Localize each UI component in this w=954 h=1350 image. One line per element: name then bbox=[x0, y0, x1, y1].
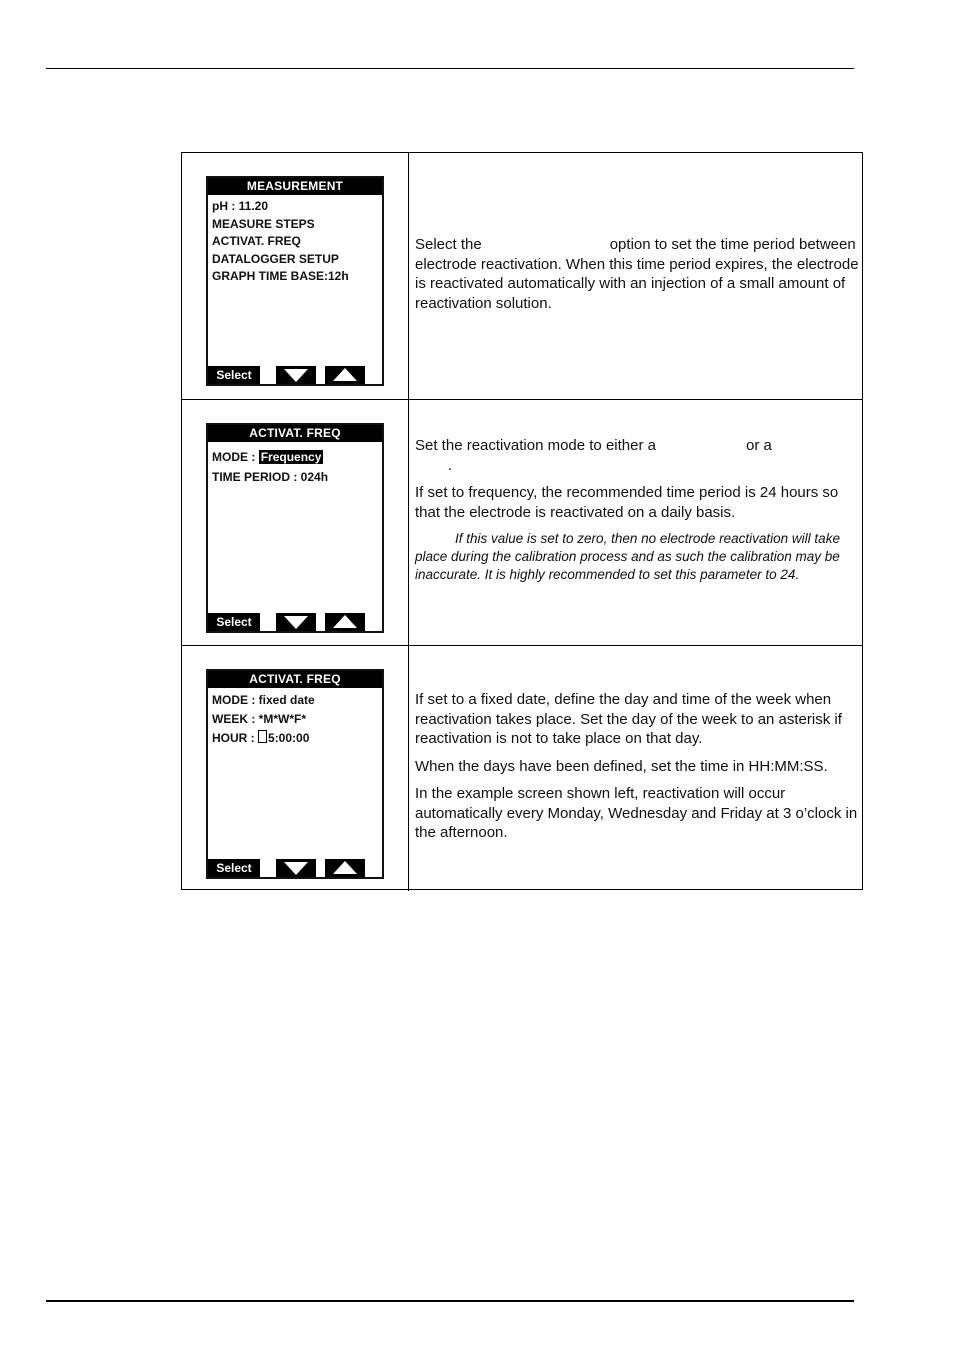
screen-menu bbox=[208, 195, 382, 286]
instruction-text bbox=[415, 690, 860, 851]
mode-line: MODE : fixed date bbox=[212, 693, 315, 707]
arrow-down-icon bbox=[276, 366, 316, 384]
arrow-down-icon bbox=[276, 859, 316, 877]
text-fragment: Select the bbox=[415, 236, 482, 253]
arrow-up-icon bbox=[325, 859, 365, 877]
column-divider bbox=[408, 400, 409, 645]
header-rule bbox=[46, 68, 854, 69]
hour-label: HOUR : bbox=[212, 731, 255, 745]
select-softkey: Select bbox=[208, 613, 260, 631]
menu-item-ph: pH : 11.20 bbox=[212, 199, 269, 213]
menu-item-graph-time-base: GRAPH TIME BASE:12h bbox=[212, 269, 349, 283]
screen-title: MEASUREMENT bbox=[208, 178, 382, 195]
screen-title: ACTIVAT. FREQ bbox=[208, 671, 382, 688]
instrument-screen bbox=[206, 176, 384, 386]
paragraph: When the days have been defined, set the time in HH:MM:SS. bbox=[415, 757, 828, 775]
cursor-icon bbox=[258, 730, 267, 743]
note-paragraph bbox=[415, 530, 860, 584]
time-period-line: TIME PERIOD : 024h bbox=[212, 470, 329, 484]
procedure-table bbox=[181, 152, 863, 890]
column-divider bbox=[408, 153, 409, 399]
softkey-bar bbox=[208, 859, 382, 877]
softkey-bar bbox=[208, 613, 382, 631]
menu-item-activat-freq: ACTIVAT. FREQ bbox=[212, 234, 301, 248]
arrow-up-icon bbox=[325, 366, 365, 384]
table-row bbox=[182, 153, 862, 399]
screen-title: ACTIVAT. FREQ bbox=[208, 425, 382, 442]
text-fragment: Set the reactivation mode to either a bbox=[415, 437, 656, 454]
text-fragment: . bbox=[448, 456, 453, 474]
text-fragment: option to set the time period between electrode reactivation. When this time period expires, the electrode is reactivated automatically with an injection of a small amount of reactivation solution. bbox=[415, 236, 859, 312]
table-row bbox=[182, 399, 862, 645]
week-line: WEEK : *M*W*F* bbox=[212, 712, 306, 726]
arrow-down-icon bbox=[276, 613, 316, 631]
instruction-text bbox=[415, 235, 860, 321]
paragraph bbox=[415, 235, 860, 313]
select-softkey: Select bbox=[208, 859, 260, 877]
footer-rule bbox=[46, 1300, 854, 1302]
paragraph bbox=[415, 436, 860, 475]
arrow-up-icon bbox=[325, 613, 365, 631]
hour-line bbox=[212, 729, 382, 748]
instrument-screen bbox=[206, 669, 384, 879]
mode-value: Frequency bbox=[260, 450, 322, 464]
screen-menu bbox=[208, 442, 382, 487]
instrument-screen bbox=[206, 423, 384, 633]
screen-menu bbox=[208, 688, 382, 748]
mode-line bbox=[212, 447, 382, 467]
paragraph: In the example screen shown left, reactivation will occur automatically every Monday, Wednesday and Friday at 3 o’clock in the afternoon. bbox=[415, 785, 858, 841]
table-row bbox=[182, 645, 862, 891]
paragraph: If set to frequency, the recommended time period is 24 hours so that the electrode is reactivated on a daily basis. bbox=[415, 484, 839, 521]
instruction-text bbox=[415, 436, 860, 592]
note-text: If this value is set to zero, then no electrode reactivation will take place during the calibration process and as such the calibration may be inaccurate. It is highly recommended to set this parameter to 24. bbox=[415, 531, 840, 582]
paragraph: If set to a fixed date, define the day and time of the week when reactivation takes place. Set the day of the week to an asterisk if reactivation is not to take place on that day. bbox=[415, 691, 842, 747]
select-softkey: Select bbox=[208, 366, 260, 384]
column-divider bbox=[408, 646, 409, 891]
menu-item-datalogger-setup: DATALOGGER SETUP bbox=[212, 251, 339, 266]
hour-value: 5:00:00 bbox=[268, 731, 310, 745]
mode-label: MODE : bbox=[212, 450, 256, 464]
menu-item-measure-steps: MEASURE STEPS bbox=[212, 216, 315, 231]
softkey-bar bbox=[208, 366, 382, 384]
text-fragment: or a bbox=[745, 437, 772, 454]
